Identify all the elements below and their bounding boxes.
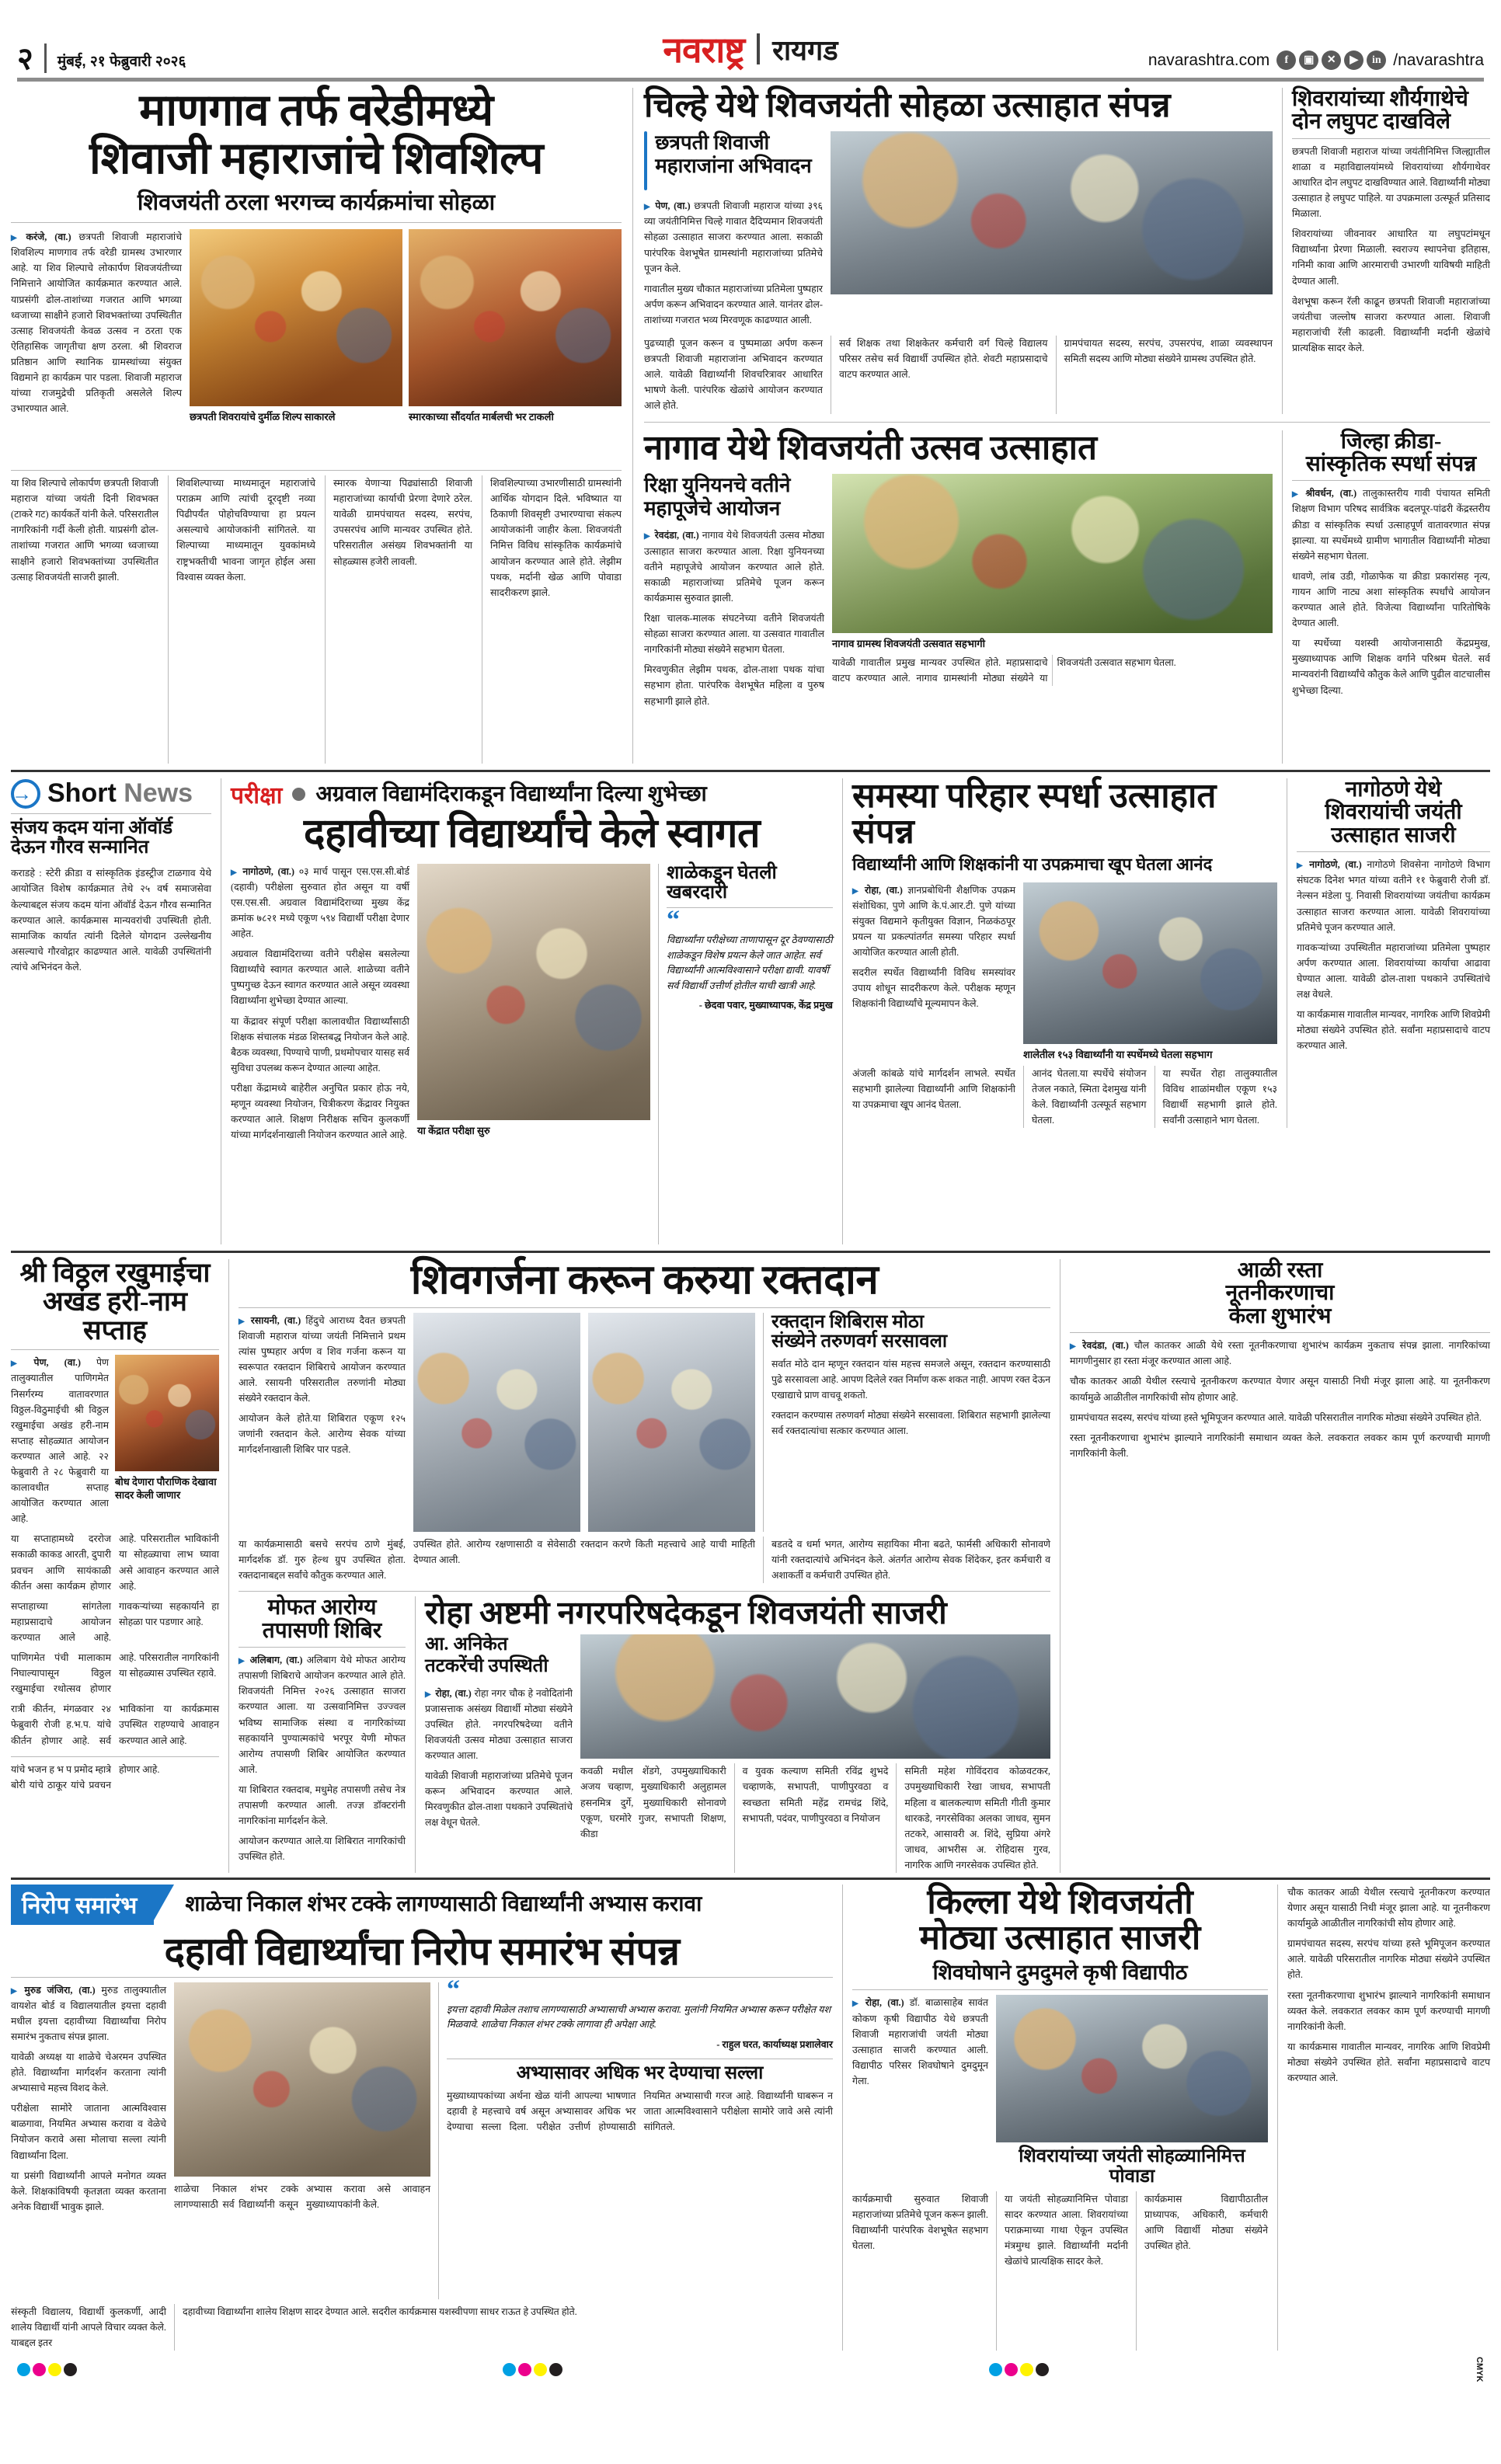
lead-headline-line1: माणगाव तर्फ वरेडीमध्ये <box>139 86 493 135</box>
vitthal-body-1: पेण तालुक्यातील पाणिगमेत निसर्गरम्य वातावरणात विठ्ठल-विठुमाईची श्री विठ्ठल रखुमाईचा अखंड हरी-नाम सप्ताह सोहळ्यात आयोजन करण्यात आले आहे. २२ फेब्रुवारी ते २८ फेब्रुवारी या कालावधीत सप्ताह आयोजित करण्यात आला आहे. <box>11 1357 109 1525</box>
killa-lead-para: ▶ रोहा, (वा.) डॉ. बाळासाहेब सावंत कोकण कृषी विद्यापीठ येथे छत्रपती शिवाजी महाराजांची जयंती मोठ्या उत्साहात साजरी करण्यात आली. विद्यापीठ परिसर शिवघोषाने दुमदुमून गेला. <box>852 1995 988 2186</box>
roha-body-5: समिती महेश गोविंदराव कोळवटकर, उपमुख्याधिकारी रेखा जाधव, सभापती महिला व बालकल्याण समिती गीती कुमार थारकडे, नगरसेविका अलका जाधव, सुमन तटकरे, आसावरी अ. शिंदे, सुप्रिया अंगरे जाधव, आभरीस अ. रोहिदास गुरव, नागरिक आणि नगरसेवक उपस्थित होते. <box>896 1763 1050 1873</box>
lead-story-left <box>11 88 632 764</box>
x-twitter-icon[interactable]: ✕ <box>1322 50 1341 70</box>
nirop-box-attrib: - राहुल घरत, कार्याध्यक्ष प्रशालेवार <box>716 2038 833 2050</box>
killa-headline-2: मोठ्या उत्साहात साजरी <box>919 1919 1201 1958</box>
agrawal-body-2: अग्रवाल विद्यामंदिराच्या वतीने परीक्षेस बसलेल्या विद्यार्थ्यांचे स्वागत करण्यात आले. शाळेच्या वतीने पुष्पगुच्छ देऊन स्वागत करण्यात आले असून व्यवस्था विद्यार्थ्यांना शुभेच्छा देण्यात आल्या. <box>231 948 409 1007</box>
nirop-body-5: शाळेचा निकाल शंभर टक्के लागण्यासाठी सर्व विद्यार्थ्यांनी कसून अभ्यास करावा असे आवाहन मुख्याध्यापकांनी केले. <box>174 2183 430 2210</box>
arogya-headline-2: तपासणी शिबिर <box>262 1618 382 1643</box>
lead-lower <box>11 475 622 764</box>
arogya-headline-1: मोफत आरोग्य <box>267 1596 377 1620</box>
masthead-rule <box>17 78 1484 82</box>
short-news-rule <box>11 813 211 814</box>
masthead-right <box>838 50 1484 73</box>
killa-body-3: या जयंती सोहळ्यानिमित्त पोवाडा सादर करण्यात आला. शिवरायांच्या पराक्रमाच्या गाथा ऐकून उपस्थित मंत्रमुग्ध झाले. विद्यार्थ्यांनी मर्दानी खेळांचे प्रात्यक्षिक सादर केले. <box>996 2191 1128 2351</box>
vitthal-rule <box>11 1349 219 1350</box>
samasya-body-2: सदरील स्पर्धेत विद्यार्थ्यांनी विविध समस्यांवर उपाय शोधून सादरीकरण केले. परीक्षक म्हणून शिक्षकांनी विद्यार्थ्यांचे मूल्यमापन केले. <box>852 967 1015 1010</box>
chilhe-photo <box>831 131 1273 294</box>
lead-body-3: शिवशिल्पाच्या माध्यमातून महाराजांचे पराक्रम आणि त्यांची दूरदृष्टी नव्या पिढीपर्यंत पोहोचविण्याचा हा प्रयत्न असल्याचे आयोजकांनी सांगितले. या शिल्पाच्या माध्यमातून युवकांमध्ये राष्ट्रभक्तीची भावना जागृत होईल असा विश्वास व्यक्त केला. <box>168 475 315 764</box>
kicker-bullet-icon <box>292 788 305 801</box>
lead-body-4: स्मारक येणाऱ्या पिढ्यांसाठी शिवाजी महाराजांच्या कार्याची प्रेरणा देणारे ठरेल. यावेळी ग्रामपंचायत सदस्य, सरपंच, उपसरपंच आणि मान्यवर उपस्थित होते. परिसरातील असंख्य शिवभक्तांनी या सोहळ्यास हजेरी लावली. <box>325 475 472 764</box>
lead-caption-2: स्मारकाच्या सौंदर्यात मार्बलची भर टाकली <box>409 411 554 423</box>
vitthal-bottom-rule <box>11 1756 219 1757</box>
jilha-body-1: तालुकास्तरीय गावी पंचायत समिती शिक्षण विभाग परिषद सार्वत्रिक बदलपूर-पांढरी केंद्रस्तरीय क्रीडा व सांस्कृतिक स्पर्धा उत्साहपूर्ण वातावरणात संपन्न झाल्या. या स्पर्धेमध्ये ग्रामीण भागातील विद्यार्थ्यांनी मोठ्या संख्येने सहभाग घेतला. <box>1292 488 1490 562</box>
lead-photo-1 <box>190 229 402 406</box>
nagothane-lead-para: ▶ नागोठणे, (वा.) नागोठणे शिवसेना नागोठणे विभाग संघटक दिनेश भगत यांच्या वतीने ११ फेब्रुवारी रोजी डॉ. नेल्सन मंडेला पु. निवासी शिवरायांच्या जयंतीचा कार्यक्रम उत्साहात साजरा करण्यात आला. यावेळी शिवरायांच्या प्रतिमेचे पूजन करण्यात आले. <box>1297 857 1490 935</box>
raktdan-photo-1 <box>413 1313 580 1532</box>
pariksha-tag: परीक्षा <box>231 783 283 809</box>
lead-photo-col <box>190 229 622 462</box>
chilhe-headline: चिल्हे येथे शिवजयंती सोहळा उत्साहात संपन्न <box>644 86 1171 124</box>
lead-photo-2 <box>409 229 622 406</box>
samasya-caption: शालेतील १५३ विद्यार्थ्यांनी या स्पर्धेमध्ये घेतला सहभाग <box>1023 1048 1213 1060</box>
lead-body-1: छत्रपती शिवाजी महाराजांचे शिवशिल्प माणगाव तर्फ वरेडी ग्रामस्थ उभारणार आहे. या शिव शिल्पाचे लोकार्पण शिवजयंतीच्या निमित्ताने आयोजित कार्यक्रमात करण्यात आले. याप्रसंगी ढोल-ताशांच्या गजरात आणि भगव्या ध्वजाच्या साक्षीने हजारो शिवभक्तांच्या उपस्थितीत उत्साह शिवजयंती केवळ उत्सव न ठरता एक ऐतिहासिक जागृतीचा क्षण ठरला. श्री शिवराज प्रतिष्ठान आणि स्थानिक ग्रामस्थांच्या संयुक्त विद्यमाने हा कार्यक्रम पार पडला. शिवाजी महाराज यांच्या राजमुद्रेची प्रतिकृती असलेले शिल्प उभारण्यात आले. <box>11 231 182 415</box>
raktdan-body-4: उपस्थित होते. आरोग्य रक्षणासाठी व सेवेसाठी रक्तदान करणे किती महत्त्वाचे आहे याची माहिती देण्यात आली. <box>413 1539 755 1566</box>
arogya-rule <box>239 1647 406 1648</box>
agrawal-quote-caption: शाळेकडून घेतली खबरदारी <box>667 862 777 903</box>
nagothane-headline-1: नागोठणे येथे <box>1345 778 1442 802</box>
raktdan-lead-para: ▶ रसायनी, (वा.) हिंदुचे आराध्य दैवत छत्रपती शिवाजी महाराज यांच्या जयंती निमित्ताने प्रथम त्यांस पुष्पहार अर्पण व शिव गर्जना करून या स्वरूपात रक्तदान शिबिराचे आयोजन करण्यात आले. रसायनी परिसरातील तरुणांनी मोठ्या संख्येने रक्तदान केले. <box>239 1313 406 1407</box>
samasya-body-1: ज्ञानप्रबोधिनी शैक्षणिक उपक्रम संशोधिका, पुणे आणि के.पं.आर.टी. पुणे यांच्या संयुक्त विद्यमाने कृतीयुक्त विज्ञान, निळकंठपूर प्रयत्न या प्रकल्पांतर्गत समस्या परिहार स्पर्धा आयोजित करण्यात आली होती. <box>852 884 1015 959</box>
arogya-body-1: अलिबाग येथे मोफत आरोग्य तपासणी शिबिराचे आयोजन करण्यात आले होते. शिवजयंती निमित्त २०२६ उत्साहात साजरा करण्यात आला. या उत्सवानिमित्त उज्ज्वल भविष्य सामाजिक संस्था व नागरिकांच्या सहकार्याने पुण्यात्मकांचे भरपूर येणी मोफत आरोग्य तपासणी शिबिर आयोजित करण्यात आले. <box>239 1655 406 1775</box>
right-rail-top <box>1282 88 1490 414</box>
top-band <box>11 88 1490 764</box>
vitthal-photo <box>115 1355 219 1471</box>
aali-body-4: रस्ता नूतनीकरणाचा शुभारंभ झाल्याने नागरिकांनी समाधान व्यक्त केले. लवकरात लवकर काम पूर्ण करण्याची मागणी नागरिकांनी केली. <box>1070 1432 1490 1459</box>
arogya-body-2: या शिबिरात रक्तदाब, मधुमेह तपासणी तसेच नेत्र तपासणी करण्यात आली. तज्ज्ञ डॉक्टरांनी नागरिकांना मार्गदर्शन केले. <box>239 1784 406 1827</box>
nagothane-body-1: नागोठणे शिवसेना नागोठणे विभाग संघटक दिनेश भगत यांच्या वतीने ११ फेब्रुवारी रोजी डॉ. नेल्सन मंडेला पु. निवासी शिवरायांच्या जयंतीचा कार्यक्रम उत्साहात साजरा करण्यात आला. यावेळी शिवरायांच्या प्रतिमेचे पूजन करण्यात आले. <box>1297 859 1490 933</box>
roha-lead-para: ▶ रोहा, (वा.) रोहा नगर चौक हे नवोदितांनी प्रजासत्ताक असंख्य विद्यार्थी मोठ्या संख्येने उपस्थित होते. नगरपरिषदेच्या वतीने शिवजयंती उत्सव मोठ्या उत्साहात साजरा करण्यात आला. <box>425 1686 573 1764</box>
chilhe-body-2: गावातील मुख्य चौकात महाराजांच्या प्रतिमेला पुष्पहार अर्पण करून अभिवादन करण्यात आले. यानंतर ढोल-ताशांच्या गजरात भव्य मिरवणूक काढण्यात आली. <box>644 283 823 325</box>
website-url[interactable]: navarashtra.com <box>1148 50 1270 69</box>
chilhe-body-5: ग्रामपंचायत सदस्य, सरपंच, उपसरपंच, शाळा व्यवस्थापन समिती सदस्य आणि मोठ्या संख्येने ग्रामस्थ उपस्थित होते. <box>1056 336 1273 413</box>
killa-subhead: शिवघोषाने दुमदुमले कृषी विद्यापीठ <box>932 1961 1188 1985</box>
chilhe-subhead: छत्रपती शिवाजी महाराजांना अभिवादन <box>655 131 812 178</box>
nirop-body-4: या प्रसंगी विद्यार्थ्यांनी आपले मनोगत व्यक्त केले. शिक्षकांविषयी कृतज्ञता व्यक्त करताना अनेक विद्यार्थी भावुक झाले. <box>11 2170 166 2212</box>
aali-lead-para: ▶ रेवदंडा, (वा.) चौल कातकर आळी येथे रस्ता नूतनीकरणाचा शुभारंभ कार्यक्रम नुकताच संपन्न झाला. नागरिकांच्या मागणीनुसार हा रस्ता मंजूर करण्यात आला आहे. <box>1070 1338 1490 1369</box>
nagaon-subhead-2: महापूजेचे आयोजन <box>644 496 781 520</box>
nagaon-caption: नागाव ग्रामस्थ शिवजयंती उत्सवात सहभागी <box>832 637 985 649</box>
vitthal-body-2: या सप्ताहामध्ये दररोज सकाळी काकड आरती, दुपारी प्रवचन आणि सायंकाळी कीर्तन असा कार्यक्रम होणार आहे. परिसरातील भाविकांनी या सोहळ्याचा लाभ घ्यावा असे आवाहन करण्यात आले आहे. <box>11 1533 219 1592</box>
agrawal-kicker: अग्रवाल विद्यामंदिराकडून विद्यार्थ्यांना दिल्या शुभेच्छा <box>315 781 707 806</box>
aali-headline-2: नूतनीकरणाचा <box>1225 1281 1335 1306</box>
chilhe-accent-bar <box>644 131 647 190</box>
lead-body-2: या शिव शिल्पाचे लोकार्पण छत्रपती शिवाजी महाराज यांच्या जयंती दिनी शिवभक्त (टाकरे गट) कार्यकर्ते यांनी केले. परिसरातील नागरिकांनी गर्दी केली होती. याप्रसंगी ढोल-ताशांच्या गजरात आणि भगव्या ध्वजाच्या साक्षीने हजारो शिवभक्तांच्या उपस्थितीत उत्साह शिवजयंती साजरी झाली. <box>11 478 158 583</box>
vitthal-caption: बोध देणारा पौराणिक देखावा सादर केली जाणार <box>115 1476 217 1501</box>
raktdan-body-3: या कार्यक्रमासाठी बसचे सरपंच ठाणे मुंबई, मार्गदर्शक डॉ. गुरु हेल्थ ग्रुप उपस्थित होता. रक्तदानाबद्दल सर्वांचे कौतुक करण्यात आले. <box>239 1539 406 1582</box>
lead-upper <box>11 229 622 462</box>
jilha-headline-2: सांस्कृतिक स्पर्धा संपन्न <box>1305 451 1477 476</box>
roha-sub-2: तटकरेंची उपस्थिती <box>425 1655 549 1676</box>
agrawal-body-4: परीक्षा केंद्रामध्ये बाहेरील अनुचित प्रकार होऊ नये, म्हणून व्यवस्था नियोजन, चित्रीकरण केंद्रावर नियुक्त करण्यात आले. शिक्षण निरीक्षक सचिन कुलकर्णी यांच्या मार्गदर्शनाखाली नियोजन करण्यात आले आहे. <box>231 1082 409 1141</box>
agrawal-body-1: ०३ मार्च पासून एस.एस.सी.बोर्ड (दहावी) परीक्षेला सुरुवात होत असून या वर्षी एस.एस.सी. अग्रवाल विद्यामंदिराच्या मुख्य केंद्र क्रमांक ७८२१ मध्ये एकूण ५९४ विद्यार्थी परीक्षा देणार आहेत. <box>231 865 409 940</box>
samasya-block <box>842 778 1490 1244</box>
nagaon-headline: नागाव येथे शिवजयंती उत्सव उत्साहात <box>644 428 1098 467</box>
roha-body-4: व युवक कल्याण समिती रविंद्र शुभदे चव्हाणके, सभापती, पाणीपुरवठा व स्वच्छता समिती महेंद्र रामचंद्र शिंदे, सभापती, पदंवर, पाणीपुरवठा व नियोजन <box>734 1763 889 1873</box>
nirop-footer-1: संस्कृती विद्यालय, विद्यार्थी कुलकर्णी, आदी शालेय विद्यार्थी यांनी आपले विचार व्यक्त केले. याबद्दल इतर <box>11 2306 166 2348</box>
raktdan-body-5: बडतदे व धर्मा भगत, आरोग्य सहायिका मीना बढते, फार्मसी अधिकारी सोनावणे यांनी रक्तदात्यांचे अभिनंदन केले. अंतर्गत आरोग्य सेवक शिंदेकर, इतर कर्मचारी व अशाकर्ती व कर्मचारी उपस्थित होते. <box>763 1537 1050 1583</box>
aali-headline-3: केला शुभारंभ <box>1228 1303 1332 1328</box>
agrawal-quote-attrib: - छेदवा पवार, मुख्याध्यापक, केंद्र प्रमुख <box>698 1000 833 1011</box>
killa-rule <box>852 1989 1268 1990</box>
raktdan-sub-headline-2: संख्येने तरुणवर्ग सरसावला <box>771 1331 948 1352</box>
nirop-body-3: परीक्षेला सामोरे जाताना आत्मविश्वास बाळगावा, नियमित अभ्यास करावा व वेळेचे नियोजन करावे असा मोलाचा सल्ला त्यांनी विद्यार्थ्यांना दिला. <box>11 2103 166 2161</box>
roha-photo <box>580 1634 1050 1759</box>
social-handle[interactable]: /navarashtra <box>1393 50 1485 69</box>
nirop-rule <box>11 1977 833 1978</box>
samasya-subhead: विद्यार्थ्यांनी आणि शिक्षकांनी या उपक्रमाचा खूप घेतला आनंद <box>852 854 1213 875</box>
roha-body-1: रोहा नगर चौक हे नवोदितांनी प्रजासत्ताक असंख्य विद्यार्थी मोठ्या संख्येने उपस्थित होते. नगरपरिषदेच्या वतीने शिवजयंती उत्सव मोठ्या उत्साहात साजरा करण्यात आला. <box>425 1687 573 1761</box>
vitthal-headline-1: श्री विठ्ठल रखुमाईचा <box>19 1258 211 1288</box>
jilha-headline-1: जिल्हा क्रीडा- <box>1340 429 1442 454</box>
samasya-photo <box>1023 882 1277 1044</box>
youtube-icon[interactable]: ▶ <box>1344 50 1363 70</box>
laghupat-body-3: वेशभूषा करून रॅली काढून छत्रपती शिवाजी महाराजांच्या जयंतीचा जल्लोष साजरा करण्यात आला. शिवाजी महाराजांची रॅली काढली. विद्यार्थ्यांनी मर्दानी खेळांचे प्रात्यक्षिक सादर केले. <box>1292 295 1490 353</box>
killa-body-2: कार्यक्रमाची सुरुवात शिवाजी महाराजांच्या प्रतिमेचे पूजन करून झाली. विद्यार्थ्यांनी पारंपरिक वेशभूषेत सहभाग घेतला. <box>852 2193 988 2252</box>
aali-story <box>1060 1259 1490 1873</box>
short-news-block <box>11 778 221 1244</box>
killa-body-1: डॉ. बाळासाहेब सावंत कोकण कृषी विद्यापीठ येथे छत्रपती शिवाजी महाराजांची जयंती मोठ्या उत्साहात साजरी करण्यात आली. विद्यापीठ परिसर शिवघोषाने दुमदुमून गेला. <box>852 1997 988 2086</box>
nirop-advice-head: अभ्यासावर अधिक भर देण्याचा सल्ला <box>516 2062 764 2083</box>
laghupat-headline: शिवरायांच्या शौर्यगाथेचे दोन लघुपट दाखविले <box>1292 87 1468 134</box>
nirop-photo <box>174 1982 430 2177</box>
chilhe-body-4: सर्व शिक्षक तथा शिक्षकेतर कर्मचारी वर्ग चिल्हे विद्यालय परिसर तसेच सर्व विद्यार्थी उपस्थित होते. शेवटी महाप्रसादाचे वाटप करण्यात आले. <box>831 336 1048 413</box>
nirop-section-tag: निरोप समारंभ <box>11 1885 154 1925</box>
nagothane-body-3: या कार्यक्रमास गावातील मान्यवर, नागरिक आणि शिवप्रेमी मोठ्या संख्येने उपस्थित होते. सर्वांना महाप्रसादाचे वाटप करण्यात आले. <box>1297 1009 1490 1052</box>
cmyk-registration-mid <box>503 2363 562 2376</box>
vitthal-story <box>11 1259 228 1873</box>
top-band-right <box>632 88 1490 764</box>
masthead-dateline: मुंबई, २१ फेब्रुवारी २०२६ <box>57 54 186 70</box>
masthead-divider <box>44 44 47 73</box>
chilhe-body-3: पुढच्याही पूजन करून व पुष्पमाळा अर्पण करून छत्रपती शिवाजी महाराजांना अभिवादन करण्यात आले. यावेळी विद्यार्थ्यांनी शिवचरित्रावर आधारित भाषणे केली. पारंपरिक खेळांचे आयोजन करण्यात आले होते. <box>644 338 823 412</box>
aali-cont-1: चौक कातकर आळी येथील रस्त्याचे नूतनीकरण करण्यात येणार असून यासाठी निधी मंजूर झाला आहे. या नूतनीकरण कार्यामुळे आळीतील नागरिकांची सोय होणार आहे. <box>1287 1887 1490 1930</box>
aali-body-2: चौक कातकर आळी येथील रस्त्याचे नूतनीकरण करण्यात येणार असून यासाठी निधी मंजूर झाला आहे. या नूतनीकरण कार्यामुळे आळीतील नागरिकांची सोय होणार आहे. <box>1070 1376 1490 1403</box>
masthead-logo <box>663 25 838 73</box>
nirop-lead-para: ▶ मुरुड जंजिरा, (वा.) मुरुड तालुक्यातील वायशेत बोर्ड व विद्यालयातील इयत्ता दहावी मधील इयत्ता दहावीच्या विद्यार्थ्यांचा निरोप समारंभ नुकताच संपन्न झाला. <box>11 1982 166 2045</box>
short-news-item-title-2: देऊन गौरव सन्मानित <box>11 837 149 858</box>
vitthal-headline-2: अखंड हरी-नाम सप्ताह <box>43 1286 187 1345</box>
raktdan-bottom-rule <box>239 1591 1050 1592</box>
samasya-footer-1: अंजली कांबळे यांचे मार्गदर्शन लाभले. स्पर्धेत सहभागी झालेल्या विद्यार्थ्यांनी आणि शिक्षकांनी या उपक्रमाचा खूप आनंद घेतला. <box>852 1067 1015 1111</box>
chilhe-body-1: छत्रपती शिवाजी महाराज यांच्या ३९६ व्या जयंतीनिमित्त चिल्हे गावात दैदिप्यमान शिवजयंती सोहळा उत्साहात साजरा करण्यात आला. सकाळी पारंपरिक वेशभूषेत ग्रामस्थांनी महाराजांच्या प्रतिमेचे पूजन केले. <box>644 200 823 274</box>
nagothane-rule <box>1297 851 1490 852</box>
roha-story <box>415 1596 1050 1873</box>
cmyk-registration-left <box>17 2363 77 2376</box>
raktdan-rule <box>239 1307 1050 1308</box>
samasya-footer-2: आनंद घेतला.या स्पर्धेचे संयोजन तेजल नकाते, स्मिता देशमुख यांनी केले. विद्यार्थ्यांनी उत्स्फूर्त सहभाग घेतला. <box>1023 1066 1147 1128</box>
roha-sub-1: आ. अनिकेत <box>425 1634 508 1655</box>
quote-open-icon: “ <box>667 905 680 934</box>
lead-mid-rule <box>11 470 622 471</box>
bottom-right-rail <box>1277 1885 1490 2351</box>
nirop-box-quote: इयत्ता दहावी मिळेल तशाच लागण्यासाठी अभ्यासाची अभ्यास करावा. मुलांनी नियमित अभ्यास करून परीक्षेत यश मिळवावे. शाळेचा निकाल शंभर टक्के लागावा ही अपेक्षा आहे. <box>447 2003 831 2031</box>
vitthal-body-4: पाणिगमेत पंची मालाकाम निघाल्यापासून विठ्ठल रखुमाईचा रथोत्सव होणार आहे. परिसरातील नागरिकांनी या सोहळ्यास उपस्थित रहावे. <box>11 1652 219 1695</box>
arogya-roha-row <box>239 1596 1050 1873</box>
nagaon-photo <box>832 474 1273 633</box>
nirop-body-1: मुरुड तालुक्यातील वायशेत बोर्ड व विद्यालयातील इयत्ता दहावी मधील इयत्ता दहावीच्या विद्यार्थ्यांचा निरोप समारंभ नुकताच संपन्न झाला. <box>11 1984 166 2042</box>
agrawal-quote-text: विद्यार्थ्यांना परीक्षेच्या ताणापासून दूर ठेवण्यासाठी शाळेकडून विशेष प्रयत्न केले जात आहेत. सर्व विद्यार्थ्यांनी आत्मविश्वासाने परीक्षा द्यावी. यावर्षी सर्व विद्यार्थी उत्तीर्ण होतील याची खात्री आहे. <box>667 934 833 991</box>
jilha-rule <box>1292 480 1490 481</box>
raktdan-story <box>228 1259 1060 1873</box>
short-news-header <box>11 778 211 809</box>
aali-headline-1: आळी रस्ता <box>1237 1258 1323 1282</box>
aali-rule <box>1070 1332 1490 1333</box>
aali-body-1: चौल कातकर आळी येथे रस्ता नूतनीकरणाचा शुभारंभ कार्यक्रम नुकताच संपन्न झाला. नागरिकांच्या मागणीनुसार हा रस्ता मंजूर करण्यात आला आहे. <box>1070 1340 1490 1367</box>
agrawal-body-3: या केंद्रावर संपूर्ण परीक्षा कालावधीत विद्यार्थ्यांसाठी शिक्षक संचालक मंडळ शिस्तबद्ध नियोजन केले आहे. बैठक व्यवस्था, पिण्याचे पाणी, प्रथमोपचार यासह सर्व सुविधा उपलब्ध करून देण्यात आल्या आहेत. <box>231 1015 409 1074</box>
lead-dateline: ▶ करंजे, (वा.) छत्रपती शिवाजी महाराजांचे शिवशिल्प माणगाव तर्फ वरेडी ग्रामस्थ उभारणार आहे. या शिव शिल्पाचे लोकार्पण शिवजयंतीच्या निमित्ताने आयोजित कार्यक्रमात करण्यात आले. याप्रसंगी ढोल-ताशांच्या गजरात आणि भगव्या ध्वजाच्या साक्षीने हजारो शिवभक्तांच्या उपस्थितीत उत्साह शिवजयंती केवळ उत्सव न ठरता एक ऐतिहासिक जागृतीचा क्षण ठरला. श्री शिवराज प्रतिष्ठान आणि स्थानिक ग्रामस्थांच्या संयुक्त विद्यमाने हा कार्यक्रम पार पडला. शिवाजी महाराज यांच्या राजमुद्रेची प्रतिकृती असलेले शिल्प उभारण्यात आले. <box>11 229 182 416</box>
center-divider <box>644 422 1490 423</box>
roha-body-2: यावेळी शिवाजी महाराजांच्या प्रतिमेचे पूजन करून अभिवादन करण्यात आले. मिरवणुकीत ढोल-ताशा पथकाने उपस्थितांचे लक्ष वेधून घेतले. <box>425 1770 573 1829</box>
arogya-story <box>239 1596 406 1873</box>
nagaon-body-3: मिरवणुकीत लेझीम पथक, ढोल-ताशा पथक यांचा सहभाग होता. पारंपरिक वेशभूषेत महिला व पुरुष सहभागी झाले होते. <box>644 664 824 707</box>
nirop-headline: दहावी विद्यार्थ्यांचा निरोप समारंभ संपन्न <box>164 1930 680 1973</box>
nirop-story <box>11 1885 842 2351</box>
right-rail-jilha <box>1282 430 1490 764</box>
nirop-banner: शाळेचा निकाल शंभर टक्के लागण्यासाठी विद्यार्थ्यांनी अभ्यास करावा <box>185 1892 702 1917</box>
nagaon-story <box>644 430 1490 764</box>
aali-cont-2: ग्रामपंचायत सदस्य, सरपंच यांच्या हस्ते भूमिपूजन करण्यात आले. यावेळी परिसरातील नागरिक मोठ्या संख्येने उपस्थित होते. <box>1287 1938 1490 1981</box>
third-band <box>11 1259 1490 1873</box>
laghupat-body-1: छत्रपती शिवाजी महाराज यांच्या जयंतीनिमित्त जिल्ह्यातील शाळा व महाविद्यालयांमध्ये शिवरायांच्या शौर्यगाथेवर आधारित दोन लघुपट दाखविण्यात आले. विद्यार्थ्यांनी मोठ्या उत्साहात हे लघुपट पाहिले. या उपक्रमाला उत्स्फूर्त प्रतिसाद मिळाला. <box>1292 145 1490 220</box>
laghupat-body-2: शिवरायांच्या जीवनावर आधारित या लघुपटांमधून विद्यार्थ्यांना प्रेरणा मिळाली. स्वराज्य स्थापनेचा इतिहास, गनिमी कावा आणि आरमाराची उभारणी याविषयी माहिती देण्यात आली. <box>1292 228 1490 287</box>
nagaon-footer: यावेळी गावातील प्रमुख मान्यवर उपस्थित होते. महाप्रसादाचे वाटप करण्यात आले. नागाव ग्रामस्थांनी मोठ्या संख्येने या शिवजयंती उत्सवात सहभाग घेतला. <box>832 656 1176 684</box>
roha-headline: रोहा अष्टमी नगरपरिषदेकडून शिवजयंती साजरी <box>425 1595 947 1631</box>
short-news-item-title-1: संजय कदम यांना ऑवॉर्ड <box>11 818 173 838</box>
nirop-quote-open-icon: “ <box>447 1975 460 2004</box>
short-news-body: कराडहे : स्टेरी क्रीडा व सांस्कृतिक इंडस्ट्रीज टाळगाव येथे आयोजित विशेष कार्यक्रमात तेथे २५ वर्ष समाजसेवा केल्याबद्दल संजय कदम यांना ऑवॉर्ड देऊन गौरव सन्मानित करण्यात आले. कार्यक्रमास मान्यवरांची उपस्थिती होती. सामाजिक कार्यात त्यांनी दिलेले योगदान उल्लेखनीय असल्याचे गौरवोद्गार काढण्यात आले. यावेळी उपस्थितांनी त्यांचे अभिनंदन केले. <box>11 868 211 973</box>
samasya-footer-3: या स्पर्धेत रोहा तालुक्यातील विविध शाळांमधील एकूण १५३ विद्यार्थी सहभागी झाले होते. सर्वांनी उत्साहाने भाग घेतला. <box>1154 1066 1278 1128</box>
instagram-icon[interactable]: ▣ <box>1299 50 1318 70</box>
lead-headline-line2: शिवाजी महाराजांचे शिवशिल्प <box>89 134 544 183</box>
band-divider-2 <box>11 1251 1490 1253</box>
masthead <box>11 0 1490 76</box>
vitthal-body-5: रात्री कीर्तन, मंगळवार २४ फेब्रुवारी रोजी ह.भ.प. यांचे कीर्तन होणार आहे. सर्व भाविकांना या कार्यक्रमास उपस्थित राहण्याचे आवाहन करण्यात आले आहे. <box>11 1704 219 1746</box>
agrawal-headline: दहावीच्या विद्यार्थ्यांचे केले स्वागत <box>303 812 761 856</box>
lead-body-5: शिवशिल्पाच्या उभारणीसाठी ग्रामस्थांनी आर्थिक योगदान दिले. भविष्यात या ठिकाणी शिवसृष्टी उभारण्याचा संकल्प आयोजकांनी जाहीर केला. शिवजयंती निमित्त विविध सांस्कृतिक कार्यक्रमांचे आयोजन करण्यात आले होते. लेझीम पथक, मर्दानी खेळ आणि पोवाडा सादरीकरण झाले. <box>482 475 622 764</box>
arogya-body-3: आयोजन करण्यात आले.या शिबिरात नागरिकांची उपस्थित होते. <box>239 1836 406 1863</box>
agrawal-caption: या केंद्रात परीक्षा सुरु <box>417 1124 490 1136</box>
nirop-body-2: यावेळी अध्यक्ष या शाळेचे चेअरमन उपस्थित होते. विद्यार्थ्यांना मार्गदर्शन करताना त्यांनी अभ्यासाचे महत्त्व विशद केले. <box>11 2051 166 2094</box>
lead-text-col <box>11 229 190 462</box>
arrow-circle-icon <box>11 779 40 809</box>
nagaon-lead-para: ▶ रेवदंडा, (वा.) नागाव येथे शिवजयंती उत्सव मोठ्या उत्साहात साजरा करण्यात आला. रिक्षा युनियनच्या वतीने महापूजेचे आयोजन करण्यात आले होते. सकाळी महाराजांच्या प्रतिमेचे पूजन करून कार्यक्रमास सुरुवात झाली. <box>644 527 824 606</box>
band-divider-3 <box>11 1878 1490 1880</box>
brand-name: नवराष्ट्र <box>663 30 745 70</box>
lead-rule <box>11 222 622 223</box>
samasya-headline: समस्या परिहार स्पर्धा उत्साहात संपन्न <box>852 777 1217 851</box>
killa-sub2: शिवरायांच्या जयंती सोहळ्यानिमित्त पोवाडा <box>1019 2146 1245 2187</box>
nirop-footer-2: दहावीच्या विद्यार्थ्यांना शालेय शिक्षण सादर देण्यात आले. सदरील कार्यक्रमास यशस्वीपणा साधर राऊत हे उपस्थित होते. <box>174 2304 833 2351</box>
band-divider-1 <box>11 770 1490 772</box>
lead-caption-1: छत्रपती शिवरायांचे दुर्मीळ शिल्प साकारले <box>190 411 336 423</box>
page-footer <box>11 2351 1490 2382</box>
nirop-advice-body: मुख्याध्यापकांच्या अर्थना खेळ यांनी आपल्या भाषणात दहावी हे महत्त्वाचे वर्ष असून अभ्यासावर अधिक भर देण्याचा सल्ला दिला. परीक्षेत उत्तीर्ण होण्यासाठी नियमित अभ्यासाची गरज आहे. विद्यार्थ्यांनी घाबरून न जाता आत्मविश्वासाने परीक्षेला सामोरे जावे असे त्यांनी सांगितले. <box>447 2090 833 2133</box>
agrawal-lead-para: ▶ नागोठणे, (वा.) ०३ मार्च पासून एस.एस.सी.बोर्ड (दहावी) परीक्षेला सुरुवात होत असून या वर्षी एस.एस.सी. अग्रवाल विद्यामंदिराच्या मुख्य केंद्र क्रमांक ७८२१ मध्ये एकूण ५९४ विद्यार्थी परीक्षा देणार आहेत. <box>231 864 409 942</box>
killa-body-4: कार्यक्रमास विद्यापीठातील प्राध्यापक, अधिकारी, कर्मचारी आणि विद्यार्थी मोठ्या संख्येने उपस्थित होते. <box>1136 2191 1268 2351</box>
masthead-left <box>17 41 663 76</box>
jilha-body-2: धावणे, लांब उडी, गोळाफेक या क्रीडा प्रकारांसह नृत्य, गायन आणि नाट्य अशा सांस्कृतिक स्पर्धांचे आयोजन करण्यात आले होते. विजेत्या विद्यार्थ्यांना पारितोषिके देण्यात आली. <box>1292 570 1490 629</box>
short-news-label-dark: Short <box>47 778 117 808</box>
nagaon-subhead-1: रिक्षा युनियनचे वतीने <box>644 473 791 496</box>
agrawal-story <box>221 778 842 1244</box>
roha-body-3: कवळी मधील शेंडगे, उपमुख्याधिकारी अजय चव्हाण, मुख्याधिकारी अलुहामल हसनमित्र दुर्गे, मुख्याधिकारी सोनावणे एकूण, घरमोरे गुजर, सभापती शिक्षण, कीडा <box>580 1766 726 1839</box>
killa-story <box>842 1885 1277 2351</box>
jilha-lead-para: ▶ श्रीवर्धन, (वा.) तालुकास्तरीय गावी पंचायत समिती शिक्षण विभाग परिषद सार्वत्रिक बदलपूर-पांढरी केंद्रस्तरीय क्रीडा व सांस्कृतिक स्पर्धा उत्साहपूर्ण वातावरणात संपन्न झाल्या. या स्पर्धेमध्ये ग्रामीण भागातील विद्यार्थ्यांनी मोठ्या संख्येने सहभाग घेतला. <box>1292 485 1490 564</box>
second-band <box>11 778 1490 1244</box>
nagothane-story <box>1287 778 1490 1128</box>
laghupat-rule <box>1292 138 1490 139</box>
raktdan-photo-2 <box>588 1313 755 1532</box>
raktdan-right-body-1: सर्वात मोठे दान म्हणून रक्तदान यांस महत्त्व समजले असून, रक्तदान करण्यासाठी पुढे सरसावला आहे. आपण दिलेले रक्त निर्माण करू शकत नाही. आपण रक्त देऊन एखाद्याचे प्राण वाचवू शकतो. <box>771 1359 1050 1401</box>
jilha-body-3: या स्पर्धेच्या यशस्वी आयोजनासाठी केंद्रप्रमुख, मुख्याध्यापक आणि शिक्षक वर्गाने परिश्रम घेतले. सर्व मान्यवरांनी विद्यार्थ्यांचे कौतुक केले आणि पुढील वाटचालीस शुभेच्छा दिल्या. <box>1292 638 1490 696</box>
agrawal-quote-rule <box>667 907 833 908</box>
nagaon-body-2: रिक्षा चालक-मालक संघटनेच्या वतीने शिवजयंती सोहळा साजरा करण्यात आला. या उत्सवात गावातील नागरिकांनी मोठ्या संख्येने सहभाग घेतला. <box>644 613 824 656</box>
vitthal-body-6: यांचे भजन ह भ प प्रमोद म्हात्रे बोरी यांचे ठाकूर यांचे प्रवचन होणार आहे. <box>11 1763 160 1791</box>
agrawal-photo <box>417 864 650 1120</box>
cmyk-registration-right <box>989 2363 1049 2376</box>
aali-body-3: ग्रामपंचायत सदस्य, सरपंच यांच्या हस्ते भूमिपूजन करण्यात आले. यावेळी परिसरातील नागरिक मोठ्या संख्येने उपस्थित होते. <box>1070 1411 1482 1423</box>
arogya-lead-para: ▶ अलिबाग, (वा.) अलिबाग येथे मोफत आरोग्य तपासणी शिबिराचे आयोजन करण्यात आले होते. शिवजयंती निमित्त २०२६ उत्साहात साजरा करण्यात आला. या उत्सवानिमित्त उज्ज्वल भविष्य सामाजिक संस्था व नागरिकांच्या सहकार्याने पुण्यात्मकांचे भरपूर येणी मोफत आरोग्य तपासणी शिबिर आयोजित करण्यात आले. <box>239 1652 406 1777</box>
killa-photo <box>996 1995 1268 2142</box>
lead-subhead: शिवजयंती ठरला भरगच्च कार्यक्रमांचा सोहळा <box>137 190 496 215</box>
nagothane-headline-2: शिवरायांची जयंती <box>1325 800 1462 825</box>
samasya-lead-para: ▶ रोहा, (वा.) ज्ञानप्रबोधिनी शैक्षणिक उपक्रम संशोधिका, पुणे आणि के.पं.आर.टी. पुणे यांच्या संयुक्त विद्यमाने कृतीयुक्त विज्ञान, निळकंठपूर प्रयत्न या प्रकल्पांतर्गत समस्या परिहार स्पर्धा आयोजित करण्यात आली होती. <box>852 882 1015 961</box>
footer-code: CMYK <box>1474 2357 1484 2382</box>
raktdan-headline: शिवगर्जना करून करुया रक्तदान <box>410 1258 879 1303</box>
raktdan-body-2: आयोजन केले होते.या शिबिरात एकूण १२५ जणांनी रक्तदान केले. आरोग्य सेवक यांच्या मार्गदर्शनाखाली शिबिर पार पडले. <box>239 1413 406 1456</box>
raktdan-right-body-2: रक्तदान करण्यास तरुणवर्ग मोठ्या संख्येने सरसावला. शिबिरात सहभागी झालेल्या सर्व रक्तदात्यांचा सत्कार करण्यात आला. <box>771 1410 1050 1437</box>
aali-cont-4: या कार्यक्रमास गावातील मान्यवर, नागरिक आणि शिवप्रेमी मोठ्या संख्येने उपस्थित होते. सर्वांना महाप्रसादाचे वाटप करण्यात आले. <box>1287 2041 1490 2084</box>
nagaon-body-1: नागाव येथे शिवजयंती उत्सव मोठ्या उत्साहात साजरा करण्यात आला. रिक्षा युनियनच्या वतीने महापूजेचे आयोजन करण्यात आले होते. सकाळी महाराजांच्या प्रतिमेचे पूजन करून कार्यक्रमास सुरुवात झाली. <box>644 530 824 604</box>
page-number: २ <box>17 41 33 76</box>
chilhe-lead-para: ▶ पेण, (वा.) छत्रपती शिवाजी महाराज यांच्या ३९६ व्या जयंतीनिमित्त चिल्हे गावात दैदिप्यमान शिवजयंती सोहळा उत्साहात साजरा करण्यात आला. सकाळी पारंपरिक वेशभूषेत ग्रामस्थांनी महाराजांच्या प्रतिमेचे पूजन केले. <box>644 198 823 277</box>
brand-separator <box>757 33 760 64</box>
aali-cont-3: रस्ता नूतनीकरणाचा शुभारंभ झाल्याने नागरिकांनी समाधान व्यक्त केले. लवकरात लवकर काम पूर्ण करण्याची मागणी नागरिकांनी केली. <box>1287 1989 1490 2032</box>
linkedin-icon[interactable]: in <box>1367 50 1386 70</box>
social-icons <box>1276 50 1386 70</box>
facebook-icon[interactable]: f <box>1276 50 1296 70</box>
killa-headline-1: किल्ला येथे शिवजयंती <box>927 1883 1193 1921</box>
short-news-label-grey: News <box>124 778 193 808</box>
chilhe-story <box>644 88 1490 414</box>
vitthal-lead-para: ▶ पेण, (वा.) पेण तालुक्यातील पाणिगमेत निसर्गरम्य वातावरणात विठ्ठल-विठुमाईची श्री विठ्ठल रखुमाईचा अखंड हरी-नाम सप्ताह सोहळ्यात आयोजन करण्यात आले आहे. २२ फेब्रुवारी ते २८ फेब्रुवारी या कालावधीत सप्ताह आयोजित करण्यात आला आहे. <box>11 1355 109 1526</box>
short-news-title <box>47 778 193 809</box>
vitthal-body-3: सप्ताहाच्या सांगतेला महाप्रसादाचे आयोजन करण्यात आले आहे. गावकऱ्यांच्या सहकार्याने हा सोहळा पार पडणार आहे. <box>11 1600 219 1643</box>
nagothane-headline-3: उत्साहात साजरी <box>1331 823 1456 847</box>
edition-name: रायगड <box>772 34 838 66</box>
bottom-band <box>11 1885 1490 2351</box>
nagothane-body-2: गावकऱ्यांच्या उपस्थितीत महाराजांच्या प्रतिमेला पुष्पहार अर्पण करण्यात आला. शिवरायांच्या कार्याचा आढावा घेण्यात आला. यावेळी ढोल-ताशा पथकाने उपस्थितांचे लक्ष वेधले. <box>1297 941 1490 1001</box>
raktdan-body-1: हिंदुचे आराध्य दैवत छत्रपती शिवाजी महाराज यांच्या जयंती निमित्ताने प्रथम त्यांस पुष्पहार अर्पण व शिव गर्जना करून या स्वरूपात रक्तदान शिबिराचे आयोजन करण्यात आले. रसायनी परिसरातील तरुणांनी मोठ्या संख्येने रक्तदान केले. <box>239 1314 406 1404</box>
raktdan-sub-headline-1: रक्तदान शिबिरास मोठा <box>771 1311 925 1332</box>
